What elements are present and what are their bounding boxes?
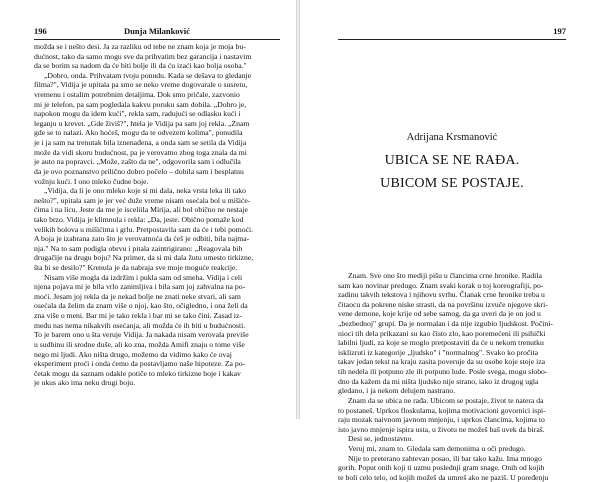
- text-line: je auto na popravci. „Može, zašto da ne", odgovorila sam i odlučila: [34, 157, 241, 167]
- text-line: dućnost, tako da samo mogu sve da prihvatim bez garancija i nastavim: [34, 51, 252, 61]
- text-line: isto javno mnjenje ispira usta, u životu ne možeš baš uvek da biraš.: [338, 424, 545, 434]
- story-title-line: UBICA SE NE RAĐA.: [384, 153, 520, 168]
- text-line: je ukus ako ima neku drugi boju.: [34, 378, 135, 388]
- left-body-text: [34, 42, 280, 388]
- text-line: gorih. Poput onih koji ti uzmu poslednji gram snage. Onih od kojih: [338, 463, 545, 473]
- text-line: nja." Na to sam podigla obrvu i pitala zaintrigirano: „Reagovala bih: [34, 243, 243, 253]
- story-author: Adrijana Krsmanović: [406, 132, 498, 143]
- left-header-rule: [34, 39, 280, 40]
- text-line: takav jedan tekst na kraju zasita poveruje da su osobe koje stoje iza: [338, 357, 546, 367]
- text-line: među nas nema nikakvih osećanja, ali možda će ih biti u budućnosti.: [34, 320, 246, 330]
- right-body-text: [338, 271, 566, 482]
- text-line: Znam. Sve ono što mediji pišu u člancima crne hronike. Radila: [348, 271, 542, 280]
- right-page-header: [338, 26, 566, 37]
- text-line: da se borim sa nadom da će biti bolje ili da ću izaći kao bolja osoba.": [34, 61, 247, 71]
- story-title: [338, 149, 566, 195]
- text-line: gde se to nalazi. Ako hoćeš, mogu da te odvezem kolima", ponudila: [34, 128, 243, 138]
- text-line: A boja je izabrana zato što je verovatnoća da ćeš je odbiti, bila najma-: [34, 234, 250, 244]
- text-line: To je barem ono u šta veruje Vidija. Ja nakada nisam verovala previše: [34, 330, 249, 340]
- text-line: filma?", Vidija je upitala pa smo se neko vreme dogovarale o susretu,: [34, 80, 248, 90]
- text-line: da je ovo poznanstvo prilično dobro počelo – dobila sam i besplatnu: [34, 166, 244, 176]
- text-line: čitaocu da pokrene niske strasti, da na površinu izvuče njegove skri-: [338, 299, 548, 309]
- text-line: napokon mogu da idem kući", rekla sam, radujući se odlasku kući i: [34, 109, 241, 119]
- text-line: te boli celo telo, od kojih možeš da umreš ako ne paziš. U poređenju: [338, 472, 549, 482]
- text-line: „Dobro, onda. Prihvatam tvoju ponudu. Kada se dešava to gledanje: [44, 70, 252, 80]
- text-line: možda se i nešto desi. Ja za razliku od tebe ne znam koja je moja bu-: [34, 42, 246, 51]
- text-line: nešto?", upitala sam je jer već duže vreme nisam osećala bol u mišiće-: [34, 195, 251, 205]
- text-line: sam kao novinar predugo. Znam svaki korak u toj koreografiji, po-: [338, 280, 544, 290]
- text-line: njena pojava mi je bila vrlo zanimljiva i bila sam joj zahvalna na po-: [34, 282, 246, 292]
- text-line: vene demone, koje krije od sebe samog, da ga uveri da je on jod u: [338, 309, 541, 319]
- text-line: velikih bolova u mišićima i grlu. Pretpostavila sam da će i tebi pomoći.: [34, 224, 254, 234]
- text-line: isklizruti iz kategorije „ljudsko" i "normalnog". Svako ko pročita: [338, 347, 539, 357]
- text-line: moći. Jesam joj rekla da je nekad bolje ne znati neke stvari, ali sam: [34, 291, 241, 301]
- text-line: Desi se, jednostavno.: [348, 434, 414, 444]
- text-line: drugačije na drugu boju? Na primer, da si mi dala žutu umesto tirkizne,: [34, 253, 254, 263]
- left-page-header: [34, 26, 280, 37]
- text-line: Znam da se ubica ne rađa. Ubicom se postaje, život te natera da: [348, 395, 544, 405]
- left-page-number: 196: [34, 26, 47, 36]
- text-line: to postaneš. Uprkos floskulama, kojima motivacioni govornici ispi-: [338, 405, 546, 415]
- text-line: osećala da želim da znam više o njoj, kao što, očigledno, i ona želi da: [34, 301, 248, 311]
- text-line: „Vidija, da li je ono mleko koje si mi dala, neka vrsta leka ili tako: [44, 186, 246, 196]
- text-line: tako brzo. Vidija je klimnula i rekla: „Da, jeste. Obično pomaže kod: [34, 214, 244, 224]
- text-line: labilni ljudi, za koje se moglo pretpostaviti da će u nekom trenutku: [338, 338, 544, 348]
- text-line: dno da kažem da mi ništa ljudsko nije strano, iako iz drugog ugla: [338, 376, 539, 386]
- text-line: vremenu i ostalim potrebnim detaljima. Dok smo pričale, zazvonio: [34, 90, 240, 100]
- text-line: Nije to preterano zahtevan posao, ili bar tako kažu. Ima mnogo: [348, 453, 542, 463]
- text-line: vožnju kući. I ono mleko čudne boje.: [34, 176, 149, 186]
- right-header-rule: [338, 39, 566, 40]
- text-line: šta bi se desilo?" Krenula je da nabraja sve moje moguće reakcije.: [34, 263, 238, 273]
- text-line: Veruj mi, znam to. Gledala sam demonima u oči predugo.: [348, 443, 526, 453]
- text-line: nego mi ljudi. Ako ništa drugo, možemo da vidimo kako će ovaj: [34, 349, 232, 359]
- right-page-number: 197: [553, 26, 566, 36]
- text-line: „bezbednoj" grupi. Da je normalan i da nije izgubio ljudskost. Počini-: [338, 319, 553, 329]
- text-line: gledano, i ja nekom delujem nastrano.: [338, 386, 456, 396]
- text-line: Nisam više mogla da izdržim i pukla sam od smeha. Vidija i celi: [44, 272, 243, 282]
- left-running-head: Dunja Milanković: [124, 26, 190, 36]
- text-line: u sudbinu ili srodne duše, ali ko zna, možda Amifi znaju o tome više: [34, 339, 245, 349]
- text-line: je i ja sam na trenutak bila iznenađena, a onda sam se setila da Vidija: [34, 138, 247, 148]
- text-line: mi je telefon, pa sam pogledala kakvu poruku sam dobila. „Dobro je,: [34, 99, 247, 109]
- text-line: može da vidi skoru budućnost, pa je verovatno zbog toga znala da mi: [34, 147, 247, 157]
- text-line: zadinu takvih tekstova i njihovu svrhu. Članak crne hronike treba u: [338, 290, 545, 300]
- text-line: zna više o meni. Bar mi je tako rekla i bar mi se tako čini. Zasad iz-: [34, 311, 242, 321]
- text-line: tih nedela ili potpuno zle ili potpuno lude. Posle svega, mogu slobo-: [338, 367, 548, 377]
- text-line: četak mogu da saznam odakle potiče to mleko tirkizne boje i kakav: [34, 368, 241, 378]
- text-line: nioci tih dela prikazani su kao čisto zlo, kao poremećeni ili psihički: [338, 328, 546, 338]
- text-line: eksperiment proći i onda ćemo da postavljamo naše hipoteze. Za po-: [34, 359, 246, 369]
- text-line: leganju u krevet. „Gde živiš?", htela je Vidija pa sam joj rekla. „Znam: [34, 118, 250, 128]
- right-page: [300, 0, 600, 482]
- text-line: ćima i na licu. Jeste da me je isceliila Mirija, ali bol obično ne nestaje: [34, 205, 248, 215]
- left-page: [0, 0, 296, 419]
- text-line: raju mozak naivnom javnom mnjenju, i uprkos člancima, kojima to: [338, 415, 545, 425]
- story-title-line: UBICOM SE POSTAJE.: [380, 176, 524, 191]
